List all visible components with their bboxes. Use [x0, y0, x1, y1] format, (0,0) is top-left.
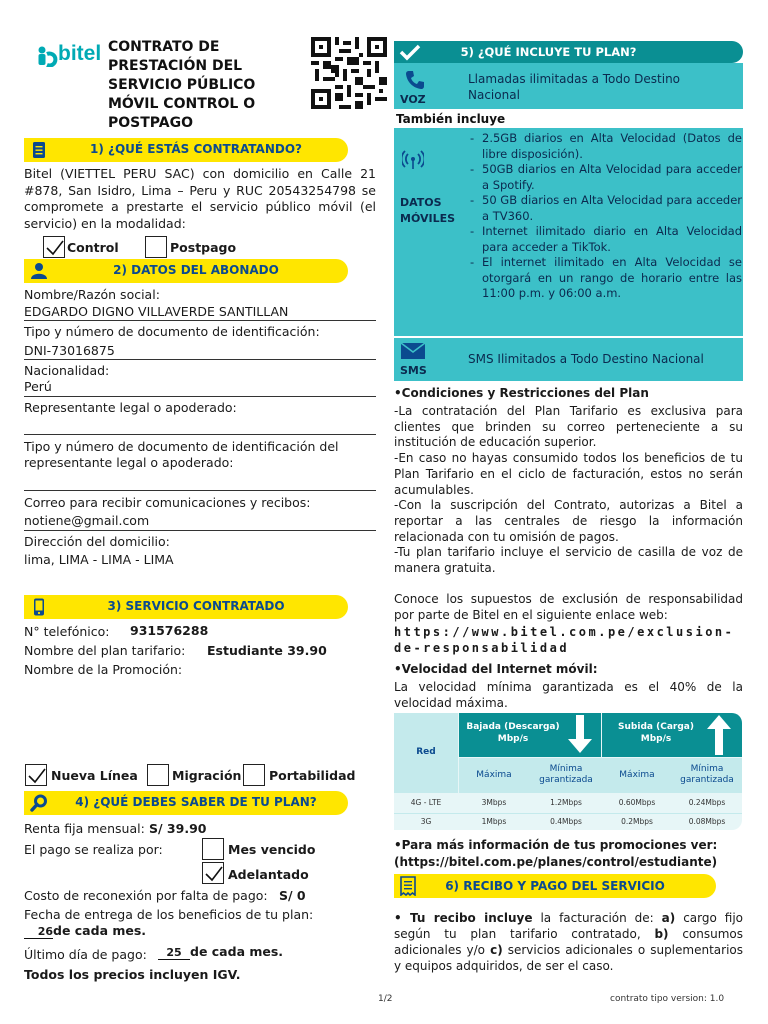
migracion-checkbox[interactable] [147, 764, 169, 786]
pago-label: El pago se realiza por: [24, 842, 163, 857]
entrega-label: Fecha de entrega de los beneficios de tu plan: [24, 907, 314, 922]
velocidad-heading: •Velocidad del Internet móvil: [394, 662, 598, 676]
doc-representante-underline [24, 490, 376, 491]
speed-cell: 1Mbps [481, 817, 507, 826]
antenna-icon [402, 148, 424, 170]
entrega-day-value[interactable]: 26 [24, 925, 53, 939]
speed-bajada-header-cell [459, 713, 601, 757]
section5-heading-bar [394, 41, 743, 63]
condiciones-heading: •Condiciones y Restricciones del Plan [394, 386, 649, 400]
check-icon [44, 237, 66, 259]
adelantado-checkbox[interactable] [202, 862, 224, 884]
recibo-a-text: cargo fijo según tu plan tarifario contratado, [394, 911, 743, 941]
speed-subida-header: Subida (Carga) Mbp/s [618, 722, 694, 744]
postpago-checkbox[interactable] [145, 236, 167, 258]
promo-info-1: •Para más información de tus promociones ver: [394, 838, 718, 852]
datos-label-2: MÓVILES [400, 212, 456, 225]
section6-heading-bar [394, 874, 716, 898]
portabilidad-checkbox[interactable] [243, 764, 265, 786]
title-line: SERVICIO PÚBLICO [108, 77, 256, 93]
bitel-logo [36, 44, 106, 68]
domicilio-value[interactable]: lima, LIMA - LIMA - LIMA [24, 552, 174, 567]
ultimo-suffix: de cada mes. [190, 944, 284, 959]
bitel-logo-icon [36, 45, 58, 67]
speed-red-header: Red [416, 747, 436, 757]
nombre-underline [24, 320, 376, 321]
datos-item: - 2.5GB diarios en Alta Velocidad (Datos de libre disposición). [466, 131, 742, 162]
speed-cell: 0.08Mbps [688, 817, 726, 826]
speed-cell: 3Mbps [481, 798, 507, 807]
correo-value[interactable]: notiene@gmail.com [24, 513, 150, 528]
datos-box [394, 128, 743, 336]
renta-label: Renta fija mensual: [24, 821, 145, 836]
documento-label: Tipo y número de documento de identificación: [24, 324, 320, 339]
speed-red-header-cell [394, 713, 458, 793]
section2-heading: 2) DATOS DEL ABONADO [113, 263, 279, 277]
mes-vencido-checkbox[interactable] [202, 838, 224, 860]
speed-cell: 0.4Mbps [550, 817, 582, 826]
contract-version: contrato tipo version: 1.0 [610, 994, 725, 1004]
voz-text: Llamadas ilimitadas a Todo Destino Nacional [468, 72, 681, 102]
exclusion-text: Conoce los supuestos de exclusión de responsabilidad por parte de Bitel en el siguiente enlace web: [394, 592, 743, 622]
migracion-label: Migración [172, 768, 242, 783]
documento-value[interactable]: DNI-73016875 [24, 343, 115, 358]
correo-underline [24, 530, 376, 531]
qr-code-icon [311, 37, 387, 109]
section4-heading: 4) ¿QUÉ DEBES SABER DE TU PLAN? [75, 795, 317, 809]
correo-label: Correo para recibir comunicaciones y recibos: [24, 495, 311, 510]
postpago-option-label: Postpago [170, 240, 237, 255]
speed-subida-max-header: Máxima [619, 770, 655, 780]
speed-bajada-max-header: Máxima [476, 770, 512, 780]
entrega-day[interactable] [24, 923, 146, 939]
control-option-label: Control [67, 240, 119, 255]
telefono-label: N° telefónico: [24, 624, 110, 639]
recibo-c: c) [490, 943, 503, 957]
ultimo-label: Último día de pago: [24, 947, 147, 962]
datos-item: - 50GB diarios en Alta Velocidad para acceder a Spotify. [466, 162, 742, 193]
speed-cell: 1.2Mbps [550, 798, 582, 807]
voz-box [394, 63, 743, 109]
recibo-lead: • Tu recibo incluye [394, 911, 533, 925]
recibo-b: b) [654, 927, 669, 941]
nombre-value[interactable]: EDGARDO DIGNO VILLAVERDE SANTILLAN [24, 304, 289, 319]
section2-heading-bar [24, 259, 348, 283]
speed-bajada-min-header: Mínima garantizada [539, 764, 593, 785]
promo-info-2[interactable]: (https://bitel.com.pe/planes/control/estudiante) [394, 855, 718, 869]
representante-label: Representante legal o apoderado: [24, 400, 237, 415]
recibo-a: a) [661, 911, 676, 925]
bitel-logo-text: bitel [58, 42, 102, 65]
section4-heading-bar [24, 791, 348, 815]
section6-heading: 6) RECIBO Y PAGO DEL SERVICIO [445, 879, 665, 893]
plan-label: Nombre del plan tarifario: [24, 643, 186, 658]
recibo-b-text: consumos adicionales y/o [394, 927, 744, 957]
representante-underline [24, 434, 376, 435]
section1-text: Bitel (VIETTEL PERU SAC) con domicilio en Calle 21 #878, San Isidro, Lima – Peru y RUC 20543254798 se compromete a prestarte el servicio público móvil (el servicio) en la modalidad: [24, 166, 376, 231]
condiciones-text: -La contratación del Plan Tarifario es exclusiva para clientes que brinden su correo perteneciente a su institución de educación superior. -En caso no hayas consumido todos los beneficios de tu Plan Tarifario en el ciclo de facturación, estos no serán acumulables. -Con la suscripción del Contrato, autorizas a Bitel a reportar a las centrales de riesgo la información relacionada con tu omisión de pagos. -Tu plan tarifario incluye el servicio de casilla de voz de manera gratuita. [394, 404, 743, 576]
sms-text: SMS Ilimitados a Todo Destino Nacional [468, 352, 704, 366]
telefono-value[interactable]: 931576288 [130, 623, 209, 638]
document-title [108, 38, 298, 133]
nacionalidad-underline [24, 396, 376, 397]
nueva-linea-label: Nueva Línea [51, 768, 138, 783]
section6-text [394, 910, 743, 974]
adelantado-label: Adelantado [228, 867, 309, 882]
speed-row-3g [394, 813, 742, 830]
envelope-icon [400, 342, 426, 360]
speed-cell: 0.2Mbps [621, 817, 653, 826]
handset-icon [404, 69, 426, 91]
datos-list [466, 131, 742, 302]
datos-item: - El internet ilimitado en Alta Velocidad se otorgará en un rango de horario entre las 11:00 p.m. y 06:00 a.m. [466, 255, 742, 302]
speed-cell-red: 3G [420, 817, 432, 826]
ultimo-day-value[interactable]: 25 [158, 946, 190, 960]
velocidad-text: La velocidad mínima garantizada es el 40% de la velocidad máxima. [394, 680, 743, 710]
speed-bajada-header: Bajada (Descarga) Mbp/s [466, 722, 560, 744]
tambien-incluye: También incluye [396, 112, 506, 126]
datos-item: - Internet ilimitado diario en Alta Velocidad para acceder a TikTok. [466, 224, 742, 255]
reconexion-label: Costo de reconexión por falta de pago: [24, 888, 268, 903]
recibo-text: la facturación de: [532, 911, 662, 925]
section1-heading-bar [24, 138, 348, 162]
recibo-c-text: servicios adicionales o suplementarios y equipos adquiridos, de ser el caso. [394, 943, 743, 973]
domicilio-label: Dirección del domicilio: [24, 534, 170, 549]
title-line: POSTPAGO [108, 115, 193, 131]
speed-subida-header-cell [602, 713, 742, 757]
speed-cell: 0.60Mbps [618, 798, 656, 807]
ultimo-day[interactable] [158, 944, 283, 960]
portabilidad-label: Portabilidad [269, 768, 356, 783]
entrega-suffix: de cada mes. [53, 923, 147, 938]
section5-heading: 5) ¿QUÉ INCLUYE TU PLAN? [460, 45, 637, 59]
doc-representante-label: Tipo y número de documento de identificación del representante legal o apoderado: [24, 439, 339, 470]
nacionalidad-label: Nacionalidad: [24, 363, 110, 378]
speed-subida-min-header: Mínima garantizada [680, 764, 734, 785]
speed-row-4g [394, 795, 742, 812]
speed-table [394, 713, 742, 830]
nombre-label: Nombre/Razón social: [24, 287, 160, 302]
datos-label-1: DATOS [400, 196, 442, 209]
title-line: PRESTACIÓN DEL [108, 58, 243, 74]
arrow-down-icon [567, 715, 593, 755]
control-checkbox[interactable] [43, 236, 65, 258]
sms-box [394, 338, 743, 381]
nacionalidad-value[interactable]: Perú [24, 379, 52, 394]
section3-heading: 3) SERVICIO CONTRATADO [107, 599, 285, 613]
igv-note: Todos los precios incluyen IGV. [24, 967, 241, 982]
datos-item: - 50 GB diarios en Alta Velocidad para acceder a TV360. [466, 193, 742, 224]
promocion-label: Nombre de la Promoción: [24, 662, 183, 677]
check-icon [26, 765, 48, 787]
renta-value[interactable]: S/ 39.90 [149, 821, 207, 836]
reconexion-value[interactable]: S/ 0 [279, 888, 306, 903]
title-line: CONTRATO DE [108, 39, 220, 55]
mes-vencido-label: Mes vencido [228, 842, 316, 857]
exclusion-link[interactable]: https://www.bitel.com.pe/exclusion-de-responsabilidad [394, 625, 735, 655]
documento-underline [24, 359, 376, 360]
page-number: 1/2 [378, 994, 393, 1004]
qr-code[interactable] [311, 37, 387, 109]
title-line: MÓVIL CONTROL O [108, 96, 256, 112]
check-icon [203, 863, 225, 885]
plan-value[interactable]: Estudiante 39.90 [207, 643, 327, 658]
section1-heading: 1) ¿QUÉ ESTÁS CONTRATANDO? [89, 142, 303, 156]
sms-label: SMS [400, 364, 427, 377]
speed-cell: 0.24Mbps [688, 798, 726, 807]
speed-cell-red: 4G - LTE [410, 798, 442, 807]
nueva-linea-checkbox[interactable] [25, 764, 47, 786]
arrow-up-icon [706, 715, 732, 755]
section3-heading-bar [24, 595, 348, 619]
voz-label: VOZ [400, 93, 426, 106]
